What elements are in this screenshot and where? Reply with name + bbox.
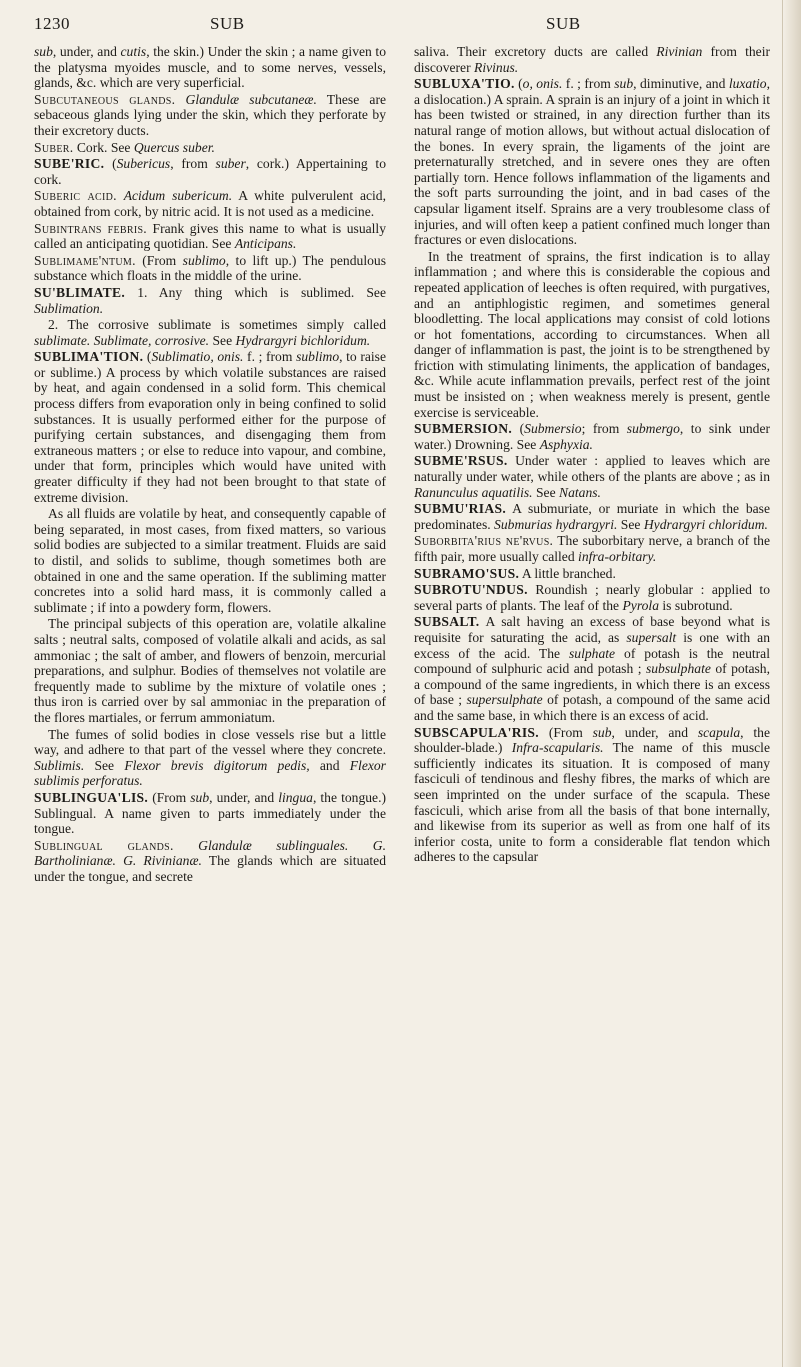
entry-sublimate-2: 2. The corrosive sublimate is sometimes simply called sublimate. Sublimate, corrosive. See Hydrargyri bichloridum.	[34, 317, 386, 348]
entry-suberic: SUBE'RIC. (Subericus, from suber, cork.) Appertaining to cork.	[34, 156, 386, 187]
entry-sublimate: SU'BLIMATE. 1. Any thing which is sublimed. See Sublimation.	[34, 284, 386, 316]
entry-subramosus: SUBRAMO'SUS. A little branched.	[414, 565, 616, 581]
running-head-right: SUB	[546, 14, 581, 33]
entry-suborbitarius: Suborbita'rius ne'rvus. The suborbitary nerve, a branch of the fifth pair, more usually called infra-orbitary.	[414, 533, 770, 564]
entry-submurias: SUBMU'RIAS. A submuriate, or muriate in which the base predominates. Submurias hydrargyri. See Hydrargyri chloridum.	[414, 501, 770, 532]
entry-suber: Suber. Cork. See Quercus suber.	[34, 139, 215, 155]
entry-sublingual-glands: Sublingual glands. Glandulæ sublinguales. G. Bartholinianæ. G. Rivinianæ. The glands which are situated under the tongue, and secrete	[34, 837, 387, 884]
subluxatio-treatment: In the treatment of sprains, the first indication is to allay inflammation ; and where this is considerable the copious and repeated application of leeches is often required, with purgatives, and an antiphlogistic regimen, and sometimes general bloodletting. The local applications may consist of cold lotions or hot fomentations, according to circumstances. When all danger of inflammation is past, the joint is to be strengthened by friction with stimulating liniments, the application of bandages, &c. While acute inflammation prevails, perfect rest of the joint must be insisted on ; when weakness merely is present, gentle exercise is serviceable.	[414, 248, 770, 420]
entry-subintrans: Subintrans febris. Frank gives this name to what is usually called an anticipating quotidian. See Anticipans.	[34, 220, 387, 252]
entry-subcutaneous-cont: sub, under, and cutis, the skin.) Under the skin ; a name given to the platysma myoides muscle, and to some nerves, vessels, glands, &c. which are very superficial.	[34, 44, 386, 91]
entry-subsalt: SUBSALT. A salt having an excess of base beyond what is requisite for saturating the acid, as supersalt is one with an excess of the acid. The sulphate of potash is the neutral compound of sulphuric acid and potash ; subsulphate of potash, a compound of the same ingredients, in which there is an excess of base ; supersulphate of potash, a compound of the same acid and the same base, in which there is an excess of acid.	[414, 614, 770, 723]
entry-submersus: SUBME'RSUS. Under water : applied to leaves which are naturally under water, while others of the plants are above ; as in Ranunculus aquatilis. See Natans.	[414, 453, 770, 500]
left-column	[34, 44, 386, 885]
entry-sublimation: SUBLIMA'TION. (Sublimatio, onis. f. ; from sublimo, to raise or sublime.) A process by which volatile substances are raised by heat, and again condensed in a solid form. This chemical process differs from evaporation only in being confined to solid substances. It is usually performed either for the purpose of purifying certain substances, and disengaging them from extraneous matters ; or else to reduce into vapour, and combine, under that form, principles which would have united with greater difficulty if they had not been brought to that state of extreme division.	[34, 349, 387, 505]
entry-subscapularis: SUBSCAPULA'RIS. (From sub, under, and scapula, the shoulder-blade.) Infra-scapularis. The name of this muscle sufficiently indicates its situation. It is composed of many fasciculi of tendinous and fleshy fibres, the marks of which are seen imprinted on the under surface of the scapula. These fasciculi, which arise from all the basis of that bone internally, and likewise from its superior as well as from one half of its inferior costa, unite to form a considerable flat tendon which adheres to the capsular	[414, 724, 770, 865]
entry-sublingualis: SUBLINGUA'LIS. (From sub, under, and lingua, the tongue.) Sublingual. A name given to parts immediately under the tongue.	[34, 789, 386, 837]
entry-subluxatio: SUBLUXA'TIO. (o, onis. f. ; from sub, diminutive, and luxatio, a dislocation.) A sprain. A sprain is an injury of a joint in which it has been twisted or strained, in any direction further than its natural range of motion allows, but without actual dislocation of the bones. In every sprain, the ligaments of the joint are preternaturally stretched, and in severe ones they are often partially torn. Hence follows inflammation of the ligaments and the soft parts surrounding the joint, and in bad cases of the capsular ligament itself. Sprains are a very troublesome class of injuries, and will often keep a patient confined much longer than fractures or even dislocations.	[414, 76, 770, 248]
entry-submersion: SUBMERSION. (Submersio; from submergo, to sink under water.) Drowning. See Asphyxia.	[414, 421, 771, 452]
sublimation-para-4: The fumes of solid bodies in close vessels rise but a little way, and adhere to that part of the vessel where they concrete. Sublimis. See Flexor brevis digitorum pedis, and Flexor sublimis perforatus.	[34, 726, 386, 789]
entry-subrotundus: SUBROTU'NDUS. Roundish ; nearly globular : applied to several parts of plants. The leaf of the Pyrola is subrotund.	[414, 582, 770, 613]
page-number: 1230	[34, 14, 70, 33]
entry-subcutaneous-glands: Subcutaneous glands. Glandulæ subcutaneæ. These are sebaceous glands lying under the skin, which they perforate by their excretory ducts.	[34, 91, 387, 138]
page-binding-edge	[782, 0, 801, 1367]
running-head-left: SUB	[210, 14, 245, 33]
entry-suberic-acid: Suberic acid. Acidum subericum. A white pulverulent acid, obtained from cork, by nitric acid. It is not used as a medicine.	[34, 188, 386, 219]
right-column	[414, 44, 770, 866]
sublimation-para-3: The principal subjects of this operation are, volatile alkaline salts ; neutral salts, composed of volatile alkali and acids, as sal ammoniac ; the salt of amber, and flowers of benzoin, mercurial preparations, and sulphur. Bodies of themselves not volatile are frequently made to sublime by the mixture of volatile ones ; thus iron is carried over by sal ammoniac in the preparation of the flores martiales, or ferrum ammoniatum.	[34, 616, 386, 725]
entry-sublimamentum: Sublimame'ntum. (From sublimo, to lift up.) The pendulous substance which floats in the middle of the urine.	[34, 252, 386, 284]
entry-sublingual-cont: saliva. Their excretory ducts are called Rivinian from their discoverer Rivinus.	[414, 44, 771, 75]
page-header	[0, 14, 801, 40]
sublimation-para-2: As all fluids are volatile by heat, and consequently capable of being separated, in most cases, from fixed matters, so various solid bodies are subjected to a similar treatment. Fluids are said to distil, and solids to sublime, though sometimes both are obtained in one and the same operation. If the subliming matter concretes into a solid hard mass, it is commonly called a sublimate ; if into a powdery form, flowers.	[34, 506, 386, 615]
